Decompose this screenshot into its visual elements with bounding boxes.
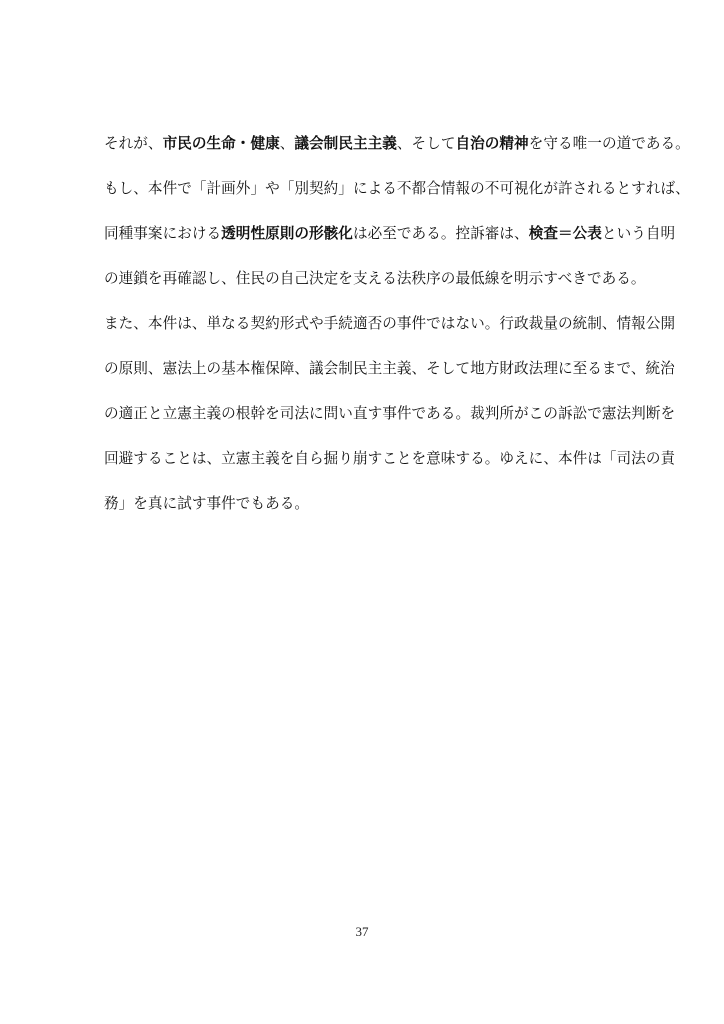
text-line [104,446,676,472]
emphasized-text: 透明性原則の形骸化 [221,225,353,242]
text-line [104,401,676,427]
text-line [104,131,690,157]
text-segment: 同種事案における [104,225,222,242]
text-segment: もし、本件で「計画外」や「別契約」による不都合情報の不可視化が許されるとすれば、 [104,180,690,197]
text-segment: 回避することは、立憲主義を自ら掘り崩すことを意味する。ゆえに、本件は「司法の責 [104,450,676,467]
text-segment: 、そして [396,135,456,152]
emphasized-text: 自治の精神 [455,135,529,152]
text-segment: の連鎖を再確認し、住民の自己決定を支える法秩序の最低線を明示すべきである。 [104,270,646,287]
paragraph [104,131,690,292]
emphasized-text: 議会制民主主義 [294,135,397,152]
text-segment: の原則、憲法上の基本権保障、議会制民主主義、そして地方財政法理に至るまで、統治 [104,360,675,377]
text-line [104,311,676,337]
body-text [104,131,690,536]
text-segment: 、 [279,135,295,152]
text-line [104,491,644,517]
text-segment: の適正と立憲主義の根幹を司法に問い直す事件である。裁判所がこの訴訟で憲法判断を [104,405,676,422]
text-segment: また、本件は、単なる契約形式や手続適否の事件ではない。行政裁量の統制、情報公開 [104,315,676,332]
page-number: 37 [355,924,369,939]
text-line [104,221,676,247]
emphasized-text: 検査＝公表 [528,225,602,242]
text-segment: それが、 [104,135,163,152]
text-segment: という自明 [601,225,676,242]
text-line [104,356,675,382]
text-segment: は必至である。控訴審は、 [352,225,529,242]
text-line [104,176,690,202]
paragraph [104,311,676,517]
emphasized-text: 市民の生命・健康 [162,135,280,152]
text-segment: 務」を真に試す事件でもある。 [104,495,310,512]
text-segment: を守る唯一の道である。 [528,135,690,152]
text-line [104,266,644,292]
